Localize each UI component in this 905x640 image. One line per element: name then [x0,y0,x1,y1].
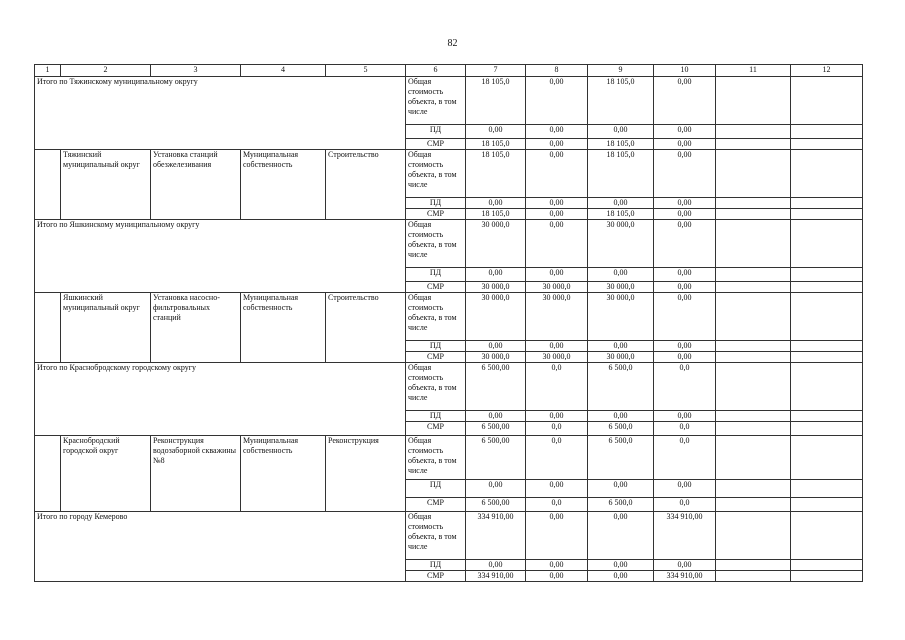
investment-table [34,64,863,582]
pd-label: ПД [406,268,466,282]
value-cell: 0,00 [466,411,526,422]
value-cell: 0,00 [466,268,526,282]
pd-label: ПД [406,480,466,498]
empty-cell [716,150,791,198]
empty-cell [716,411,791,422]
empty-cell [716,282,791,293]
value-cell: 0,00 [654,268,716,282]
value-cell: 6 500,00 [466,436,526,480]
empty-cell [791,220,863,268]
value-cell: 30 000,0 [466,220,526,268]
pd-label: ПД [406,125,466,139]
value-cell: 0,0 [526,422,588,436]
value-cell: 30 000,0 [466,282,526,293]
value-cell: 0,00 [588,341,654,352]
empty-cell [791,139,863,150]
total-label: Общая стоимость объекта, в том числе [406,512,466,560]
empty-cell [791,268,863,282]
value-cell: 0,00 [526,571,588,582]
smr-label: СМР [406,209,466,220]
value-cell: 6 500,0 [588,422,654,436]
value-cell: 0,0 [654,363,716,411]
table-row [35,220,863,268]
value-cell: 0,00 [526,150,588,198]
table-row [35,512,863,560]
value-cell: 18 105,0 [466,77,526,125]
work-type-cell: Строительство [326,293,406,363]
pd-label: ПД [406,411,466,422]
value-cell: 0,00 [654,125,716,139]
smr-label: СМР [406,422,466,436]
empty-cell [791,363,863,411]
column-header: 11 [716,65,791,77]
column-header: 8 [526,65,588,77]
summary-title: Итого по Тяжинскому муниципальному округу [35,77,406,150]
value-cell: 0,00 [654,411,716,422]
table-row [35,436,863,480]
value-cell: 0,00 [654,293,716,341]
value-cell: 0,00 [466,198,526,209]
empty-cell [35,436,61,512]
value-cell: 6 500,00 [466,422,526,436]
value-cell: 6 500,00 [466,363,526,411]
table-row [35,363,863,411]
empty-cell [716,498,791,512]
summary-title: Итого по Яшкинскому муниципальному округу [35,220,406,293]
object-cell: Установка станций обезжелезивания [151,150,241,220]
value-cell: 18 105,0 [466,209,526,220]
page-number: 82 [447,38,458,49]
value-cell: 0,00 [526,480,588,498]
empty-cell [791,198,863,209]
pd-label: ПД [406,560,466,571]
empty-cell [716,560,791,571]
value-cell: 0,00 [466,341,526,352]
value-cell: 0,00 [654,480,716,498]
table-row [35,150,863,198]
column-header: 9 [588,65,654,77]
value-cell: 0,00 [588,512,654,560]
pd-label: ПД [406,198,466,209]
value-cell: 0,00 [588,125,654,139]
value-cell: 334 910,00 [654,512,716,560]
value-cell: 30 000,0 [466,293,526,341]
empty-cell [791,480,863,498]
value-cell: 0,00 [654,220,716,268]
value-cell: 0,00 [654,150,716,198]
value-cell: 0,00 [654,209,716,220]
ownership-cell: Муниципальная собственность [241,293,326,363]
empty-cell [716,363,791,411]
column-header: 4 [241,65,326,77]
column-header: 12 [791,65,863,77]
value-cell: 334 910,00 [654,571,716,582]
object-cell: Реконструкция водозаборной скважины №8 [151,436,241,512]
total-label: Общая стоимость объекта, в том числе [406,293,466,341]
empty-cell [35,150,61,220]
value-cell: 0,00 [654,560,716,571]
value-cell: 0,00 [526,209,588,220]
empty-cell [791,411,863,422]
empty-cell [791,150,863,198]
value-cell: 0,0 [526,436,588,480]
value-cell: 6 500,00 [466,498,526,512]
empty-cell [791,293,863,341]
value-cell: 0,00 [526,560,588,571]
value-cell: 0,00 [466,480,526,498]
column-header: 6 [406,65,466,77]
value-cell: 30 000,0 [526,282,588,293]
value-cell: 0,00 [654,77,716,125]
municipality-cell: Тяжинский муниципальный округ [61,150,151,220]
value-cell: 0,00 [588,198,654,209]
value-cell: 0,00 [526,125,588,139]
total-label: Общая стоимость объекта, в том числе [406,363,466,411]
value-cell: 0,00 [526,139,588,150]
total-label: Общая стоимость объекта, в том числе [406,150,466,198]
work-type-cell: Строительство [326,150,406,220]
value-cell: 30 000,0 [588,220,654,268]
empty-cell [716,341,791,352]
empty-cell [716,512,791,560]
municipality-cell: Краснобродский городской округ [61,436,151,512]
empty-cell [791,436,863,480]
empty-cell [791,341,863,352]
value-cell: 0,00 [588,571,654,582]
column-header: 1 [35,65,61,77]
value-cell: 0,0 [654,436,716,480]
value-cell: 0,00 [526,411,588,422]
empty-cell [791,209,863,220]
value-cell: 6 500,0 [588,436,654,480]
empty-cell [716,422,791,436]
table-row [35,293,863,341]
empty-cell [791,282,863,293]
value-cell: 0,00 [466,125,526,139]
empty-cell [791,77,863,125]
empty-cell [716,220,791,268]
value-cell: 0,00 [526,77,588,125]
value-cell: 0,00 [654,341,716,352]
value-cell: 0,00 [588,480,654,498]
value-cell: 0,00 [526,341,588,352]
smr-label: СМР [406,498,466,512]
value-cell: 0,00 [526,268,588,282]
summary-title: Итого по Краснобродскому городскому округу [35,363,406,436]
value-cell: 18 105,0 [588,139,654,150]
value-cell: 0,0 [526,498,588,512]
total-label: Общая стоимость объекта, в том числе [406,77,466,125]
value-cell: 0,0 [526,363,588,411]
empty-cell [791,560,863,571]
total-label: Общая стоимость объекта, в том числе [406,220,466,268]
empty-cell [791,512,863,560]
column-header: 5 [326,65,406,77]
total-label: Общая стоимость объекта, в том числе [406,436,466,480]
value-cell: 6 500,0 [588,498,654,512]
empty-cell [716,480,791,498]
empty-cell [716,293,791,341]
smr-label: СМР [406,571,466,582]
value-cell: 30 000,0 [466,352,526,363]
work-type-cell: Реконструкция [326,436,406,512]
value-cell: 18 105,0 [588,150,654,198]
empty-cell [716,139,791,150]
value-cell: 0,00 [588,268,654,282]
value-cell: 6 500,0 [588,363,654,411]
empty-cell [791,571,863,582]
column-header: 2 [61,65,151,77]
value-cell: 30 000,0 [588,282,654,293]
value-cell: 0,0 [654,422,716,436]
empty-cell [716,268,791,282]
empty-cell [791,498,863,512]
empty-cell [716,436,791,480]
empty-cell [716,571,791,582]
value-cell: 18 105,0 [466,139,526,150]
smr-label: СМР [406,139,466,150]
value-cell: 18 105,0 [588,77,654,125]
value-cell: 0,00 [526,512,588,560]
value-cell: 334 910,00 [466,571,526,582]
value-cell: 30 000,0 [588,293,654,341]
table-row [35,77,863,125]
value-cell: 18 105,0 [588,209,654,220]
empty-cell [35,293,61,363]
pd-label: ПД [406,341,466,352]
value-cell: 0,00 [526,220,588,268]
object-cell: Установка насосно-фильтровальных станций [151,293,241,363]
column-header: 10 [654,65,716,77]
empty-cell [716,209,791,220]
value-cell: 30 000,0 [526,352,588,363]
value-cell: 18 105,0 [466,150,526,198]
value-cell: 0,00 [654,282,716,293]
empty-cell [791,352,863,363]
value-cell: 0,00 [588,560,654,571]
value-cell: 0,00 [654,352,716,363]
empty-cell [716,352,791,363]
value-cell: 0,00 [526,198,588,209]
empty-cell [716,198,791,209]
ownership-cell: Муниципальная собственность [241,150,326,220]
value-cell: 0,0 [654,498,716,512]
table-row [35,65,863,77]
value-cell: 334 910,00 [466,512,526,560]
summary-title: Итого по городу Кемерово [35,512,406,582]
value-cell: 0,00 [588,411,654,422]
value-cell: 30 000,0 [588,352,654,363]
value-cell: 0,00 [654,139,716,150]
empty-cell [791,125,863,139]
empty-cell [716,125,791,139]
empty-cell [716,77,791,125]
column-header: 7 [466,65,526,77]
value-cell: 0,00 [654,198,716,209]
value-cell: 0,00 [466,560,526,571]
municipality-cell: Яшкинский муниципальный округ [61,293,151,363]
smr-label: СМР [406,282,466,293]
ownership-cell: Муниципальная собственность [241,436,326,512]
empty-cell [791,422,863,436]
smr-label: СМР [406,352,466,363]
column-header: 3 [151,65,241,77]
value-cell: 30 000,0 [526,293,588,341]
